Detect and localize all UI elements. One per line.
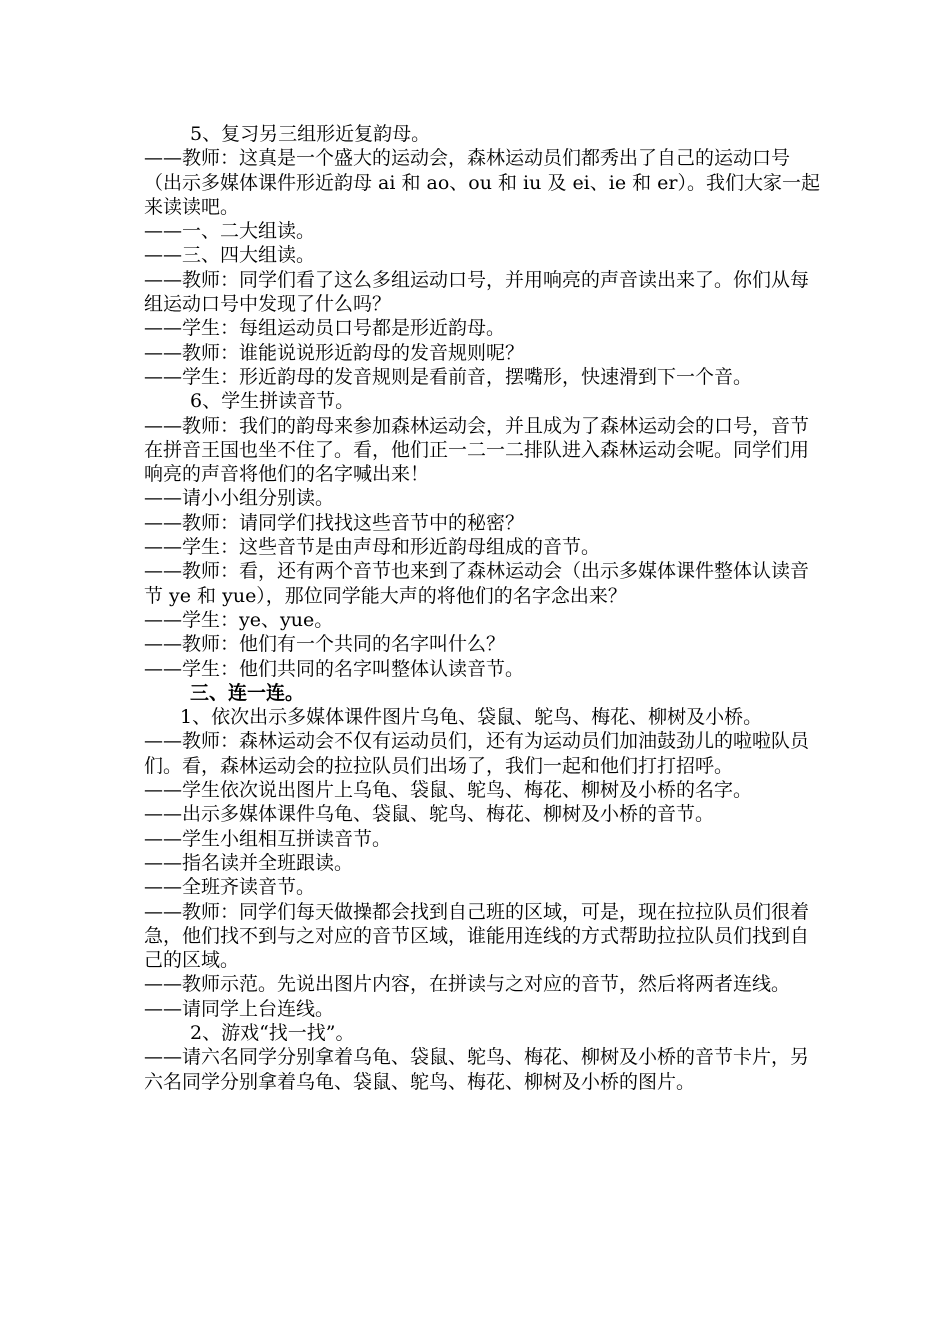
- step-1-heading: 1、依次出示多媒体课件图片乌龟、袋鼠、鸵鸟、梅花、柳树及小桥。: [180, 706, 763, 729]
- step-5-heading: 5、复习另三组形近复韵母。: [190, 123, 431, 145]
- paragraph: ——出示多媒体课件乌龟、袋鼠、鸵鸟、梅花、柳树及小桥的音节。: [144, 803, 715, 826]
- paragraph: ——教师示范。先说出图片内容，在拼读与之对应的音节，然后将两者连线。: [144, 973, 791, 996]
- paragraph: ——请六名同学分别拿着乌龟、袋鼠、鸵鸟、梅花、柳树及小桥的音节卡片，另六名同学分别拿着乌龟、袋鼠、鸵鸟、梅花、柳树及小桥的图片。: [144, 1046, 810, 1093]
- section-3-heading: 三、连一连。: [190, 681, 305, 704]
- paragraph: ——教师：他们有一个共同的名字叫什么？: [144, 633, 506, 656]
- paragraph: ——教师：看，还有两个音节也来到了森林运动会（出示多媒体课件整体认读音节 ye 和 yue），那位同学能大声的将他们的名字念出来？: [144, 560, 810, 607]
- paragraph: ——指名读并全班跟读。: [144, 851, 354, 874]
- paragraph: ——教师：森林运动会不仅有运动员们，还有为运动员们加油鼓劲儿的啦啦队员们。看，森林运动会的拉拉队员们出场了，我们一起和他们打打招呼。: [144, 730, 810, 777]
- paragraph: ——请小小组分别读。: [144, 487, 335, 510]
- paragraph: ——请同学上台连线。: [144, 997, 335, 1020]
- paragraph: ——学生依次说出图片上乌龟、袋鼠、鸵鸟、梅花、柳树及小桥的名字。: [144, 779, 753, 802]
- paragraph: ——学生：这些音节是由声母和形近韵母组成的音节。: [144, 536, 601, 559]
- paragraph: ——教师：同学们看了这么多组运动口号，并用响亮的声音读出来了。你们从每组运动口号中发现了什么吗？: [144, 268, 810, 316]
- paragraph: ——教师：同学们每天做操都会找到自己班的区域，可是，现在拉拉队员们很着急，他们找不到与之对应的音节区域，谁能用连线的方式帮助拉拉队员们找到自己的区域。: [144, 900, 810, 972]
- paragraph: ——学生：他们共同的名字叫整体认读音节。: [144, 657, 525, 680]
- paragraph: ——教师：我们的韵母来参加森林运动会，并且成为了森林运动会的口号，音节在拼音王国也坐不住了。看，他们正一二一二排队进入森林运动会呢。同学们用响亮的声音将他们的名字喊出来！: [144, 414, 810, 486]
- paragraph: ——学生小组相互拼读音节。: [144, 827, 392, 850]
- paragraph: ——教师：谁能说说形近韵母的发音规则呢？: [144, 341, 525, 364]
- step-2-heading: 2、游戏“找一找”。: [190, 1021, 355, 1044]
- document-page: [144, 122, 824, 1094]
- paragraph: ——教师：这真是一个盛大的运动会，森林运动员们都秀出了自己的运动口号（出示多媒体课件形近韵母 ai 和 ao、ou 和 iu 及 ei、ie 和 er）。我们大家一起来读读吧。: [144, 147, 820, 218]
- paragraph: ——学生：形近韵母的发音规则是看前音，摆嘴形，快速滑到下一个音。: [144, 365, 753, 388]
- paragraph: ——教师：请同学们找找这些音节中的秘密？: [144, 511, 525, 534]
- paragraph: ——学生：ye、yue。: [144, 608, 334, 631]
- paragraph: ——一、二大组读。: [144, 220, 316, 243]
- paragraph: ——三、四大组读。: [144, 244, 316, 267]
- step-6-heading: 6、学生拼读音节。: [190, 390, 355, 413]
- paragraph: ——全班齐读音节。: [144, 876, 316, 899]
- paragraph: ——学生：每组运动员口号都是形近韵母。: [144, 317, 506, 340]
